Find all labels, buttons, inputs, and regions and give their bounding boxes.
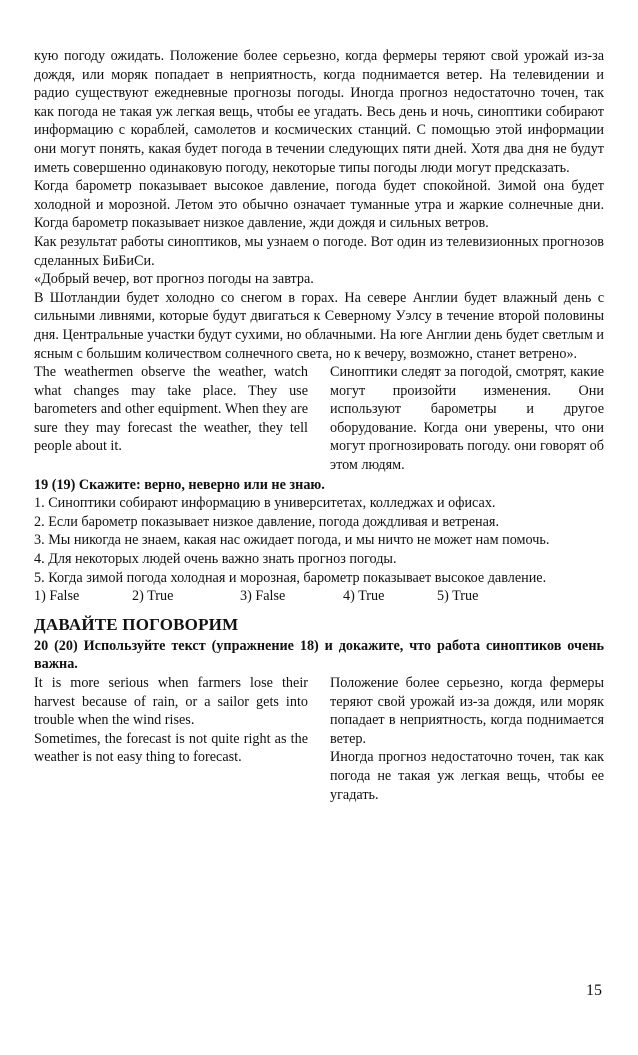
russian-column [330,674,604,804]
section-heading: ДАВАЙТЕ ПОГОВОРИМ [34,614,239,634]
statement: 1. Синоптики собирают информацию в университетах, колледжах и офисах. [34,495,496,512]
answer: 2) True [132,588,174,605]
answer-key [34,587,604,606]
statement: 2. Если барометр показывает низкое давление, погода дождливая и ветреная. [34,513,500,530]
parallel-text-2 [34,674,604,804]
paragraph: кую погоду ожидать. Положение более серьезно, когда фермеры теряют свой урожай из-за дождя, или моряк попадает в неприятность, когда поднимается ветер. На телевидении и радио существуют ежедневные прогнозы погоды. Иногда прогноз недостаточно точен, так как погода не такая уж легкая вещь, чтобы ее угадать. Весь день и ночь, синоптики собирают информацию с кораблей, самолетов и космических станций. С помощью этой информации они могут понять, какая будет погода в течении следующих пяти дней. Хотя два дня не будут иметь совершенно одинаковую погоду, некоторые типы погоды люди могут предсказать. [34,48,604,176]
answer: 4) True [343,588,385,605]
russian-column: Синоптики следят за погодой, смотрят, какие могут произойти изменения. Они используют барометры и другое оборудование. Когда они уверены, что они могут прогнозировать погоду. они говорят об этом людям. [330,364,604,474]
exercise-20 [34,637,604,804]
exercise-title: 20 (20) Используйте текст (упражнение 18) и докажите, что работа синоптиков очень важна. [34,637,604,673]
intro-text [34,47,604,363]
exercise-title: 19 (19) Скажите: верно, неверно или не знаю. [34,476,325,493]
exercise-19 [34,476,604,606]
paragraph: It is more serious when farmers lose their harvest because of rain, or a sailor gets into trouble when the wind rises. [34,675,308,729]
parallel-text-1 [34,363,604,475]
paragraph: Как результат работы синоптиков, мы узнаем о погоде. Вот один из телевизионных прогнозов сделанных БиБиСи. [34,233,604,269]
paragraph: Иногда прогноз недостаточно точен, так как погода не такая уж легкая вещь, чтобы ее угадать. [330,749,604,803]
answer: 5) True [437,588,479,605]
english-column: The weathermen observe the weather, watch what changes may take place. They use barometers and other equipment. When they are sure they may forecast the weather, they tell people about it. [34,364,308,455]
paragraph: Положение более серьезно, когда фермеры теряют свой урожай из-за дождя, или моряк попадает в неприятность, когда поднимается ветер. [330,675,604,747]
paragraph: В Шотландии будет холодно со снегом в горах. На севере Англии будет влажный день с сильными ливнями, которые будут двигаться к Северному Уэлсу в течение второй половины дня. Центральные участки будут сухими, но облачными. На юге Англии день будет светлым и ясным с большим количеством солнечного света, но к вечеру, возможно, станет ветрено». [34,289,604,362]
paragraph: Когда барометр показывает высокое давление, погода будет спокойной. Зимой она будет холодной и морозной. Летом это обычно означает туманные утра и жаркие солнечные дни. Когда барометр показывает низкое давление, жди дождя и сильных ветров. [34,178,604,232]
english-column [34,674,308,804]
paragraph: Sometimes, the forecast is not quite right as the weather is not easy thing to forecast. [34,730,308,766]
answer: 1) False [34,588,80,605]
statement: 5. Когда зимой погода холодная и морозная, барометр показывает высокое давление. [34,569,547,586]
paragraph: «Добрый вечер, вот прогноз погоды на завтра. [34,271,314,288]
answer: 3) False [240,588,286,605]
statement: 3. Мы никогда не знаем, какая нас ожидает погода, и мы ничто не может нам помочь. [34,532,550,549]
statement: 4. Для некоторых людей очень важно знать прогноз погоды. [34,551,397,568]
page-number: 15 [586,982,602,999]
